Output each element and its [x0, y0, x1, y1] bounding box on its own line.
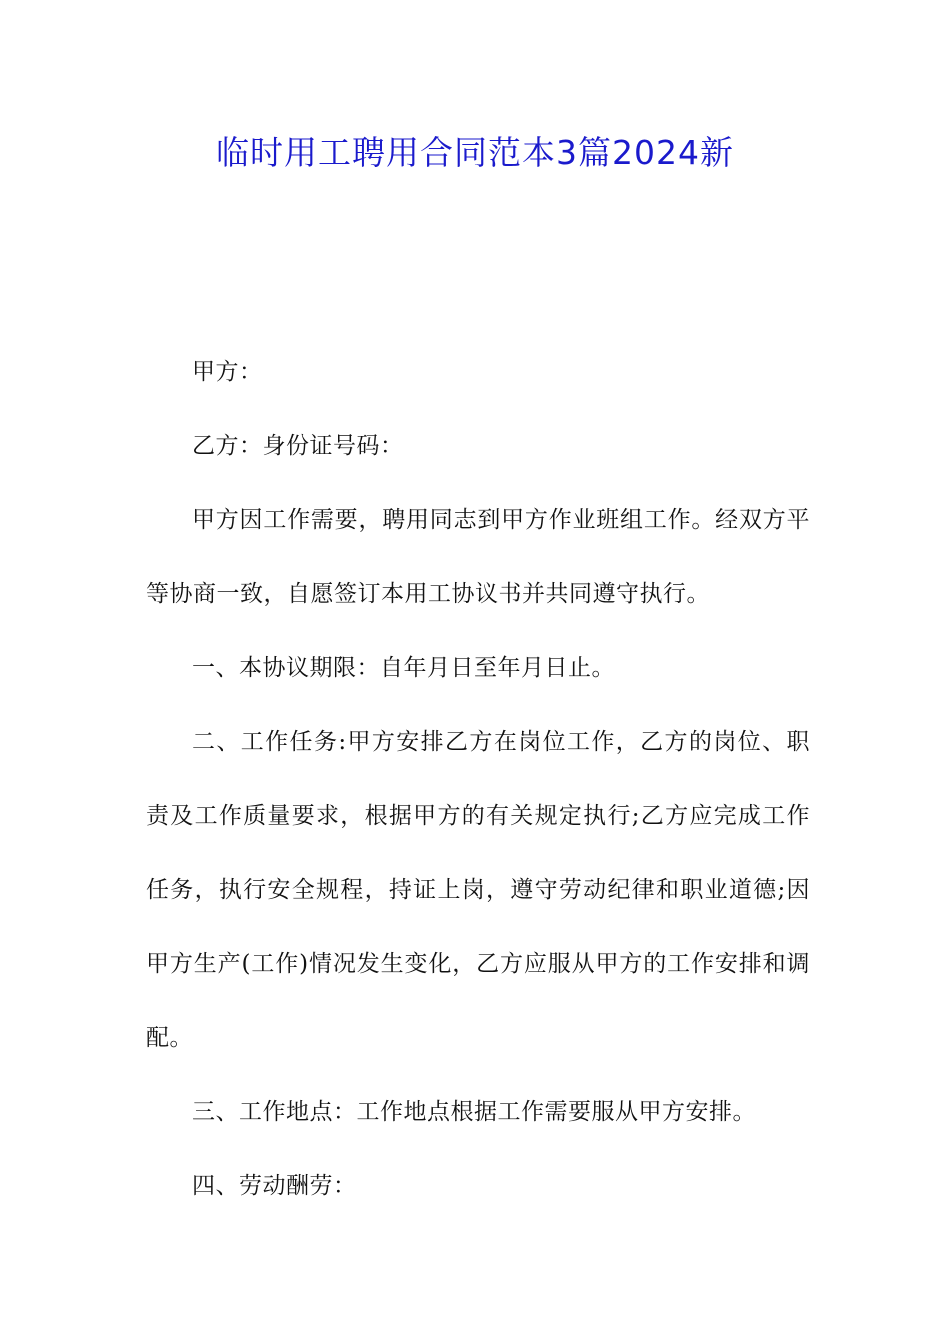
paragraph-party-b: 乙方：身份证号码： [192, 433, 404, 459]
paragraph-clause-3: 三、工作地点：工作地点根据工作需要服从甲方安排。 [192, 1099, 756, 1125]
paragraph-preamble: 甲方因工作需要，聘用同志到甲方作业班组工作。经双方平等协商一致，自愿签订本用工协议书并共同遵守执行。 [146, 507, 810, 607]
document-title: 临时用工聘用合同范本3篇2024新 [216, 133, 734, 172]
paragraph-party-a: 甲方： [192, 359, 263, 385]
paragraph-clause-2: 二、工作任务:甲方安排乙方在岗位工作，乙方的岗位、职责及工作质量要求，根据甲方的有关规定执行;乙方应完成工作任务，执行安全规程，持证上岗，遵守劳动纪律和职业道德;因甲方生产(工作)情况发生变化，乙方应服从甲方的工作安排和调配。 [146, 729, 810, 1051]
paragraph-clause-4: 四、劳动酬劳： [192, 1173, 357, 1199]
document-body [146, 335, 810, 1223]
paragraph-clause-1: 一、本协议期限：自年月日至年月日止。 [192, 655, 615, 681]
